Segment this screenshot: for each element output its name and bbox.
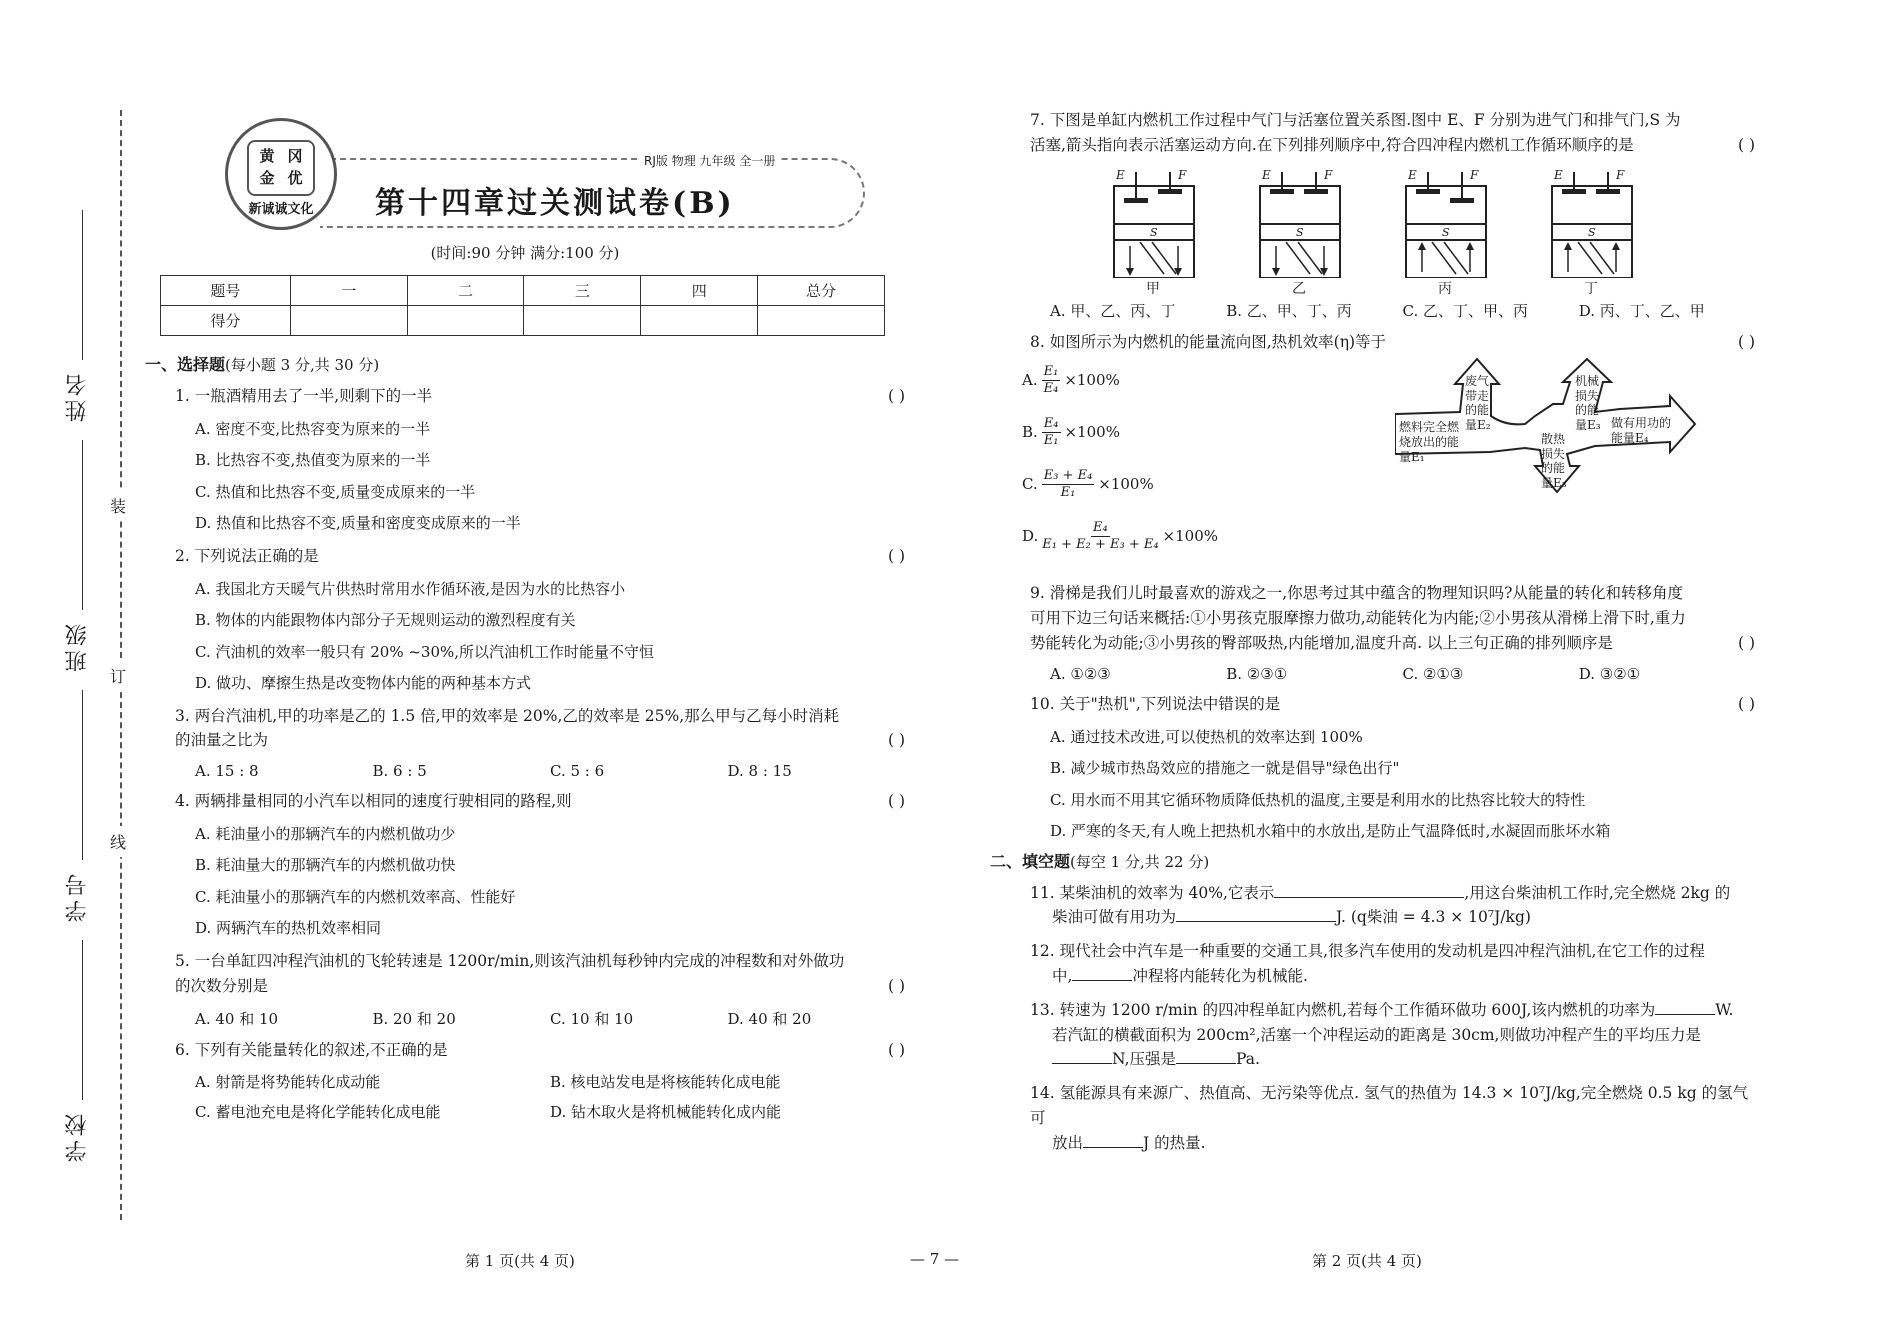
q7-option-b: B. 乙、甲、丁、丙 (1226, 301, 1352, 320)
flow-useful-label: 做有用功的能量E₄ (1611, 416, 1672, 446)
publisher-name: 新诚诚文化 (248, 201, 314, 217)
footer-page-1: 第 1 页(共 4 页) (465, 1252, 575, 1270)
class-write-line (82, 440, 83, 610)
score-cell[interactable] (524, 306, 641, 336)
q13-blank-2[interactable] (1052, 1048, 1112, 1064)
q11-blank-2[interactable] (1176, 906, 1336, 922)
engine-diagram-bing: E F S 丙 (1402, 168, 1490, 278)
q9-options (1050, 665, 1755, 683)
edition-label: RJ版 物理 九年级 全一册 (640, 152, 779, 169)
q6-option-d: D. 钻木取火是将机械能转化成内能 (550, 1103, 782, 1122)
question-13: 13. 转速为 1200 r/min 的四冲程单缸内燃机,若每个工作循环做功 600J,该内燃机的功率为 W. 若汽缸的横截面积为 200cm²,活塞一个冲程运动的距离是 30cm,则做功冲程产生的平均压力是 N,压强是 Pa. (1030, 1000, 1734, 1069)
q10-option-b: B. 减少城市热岛效应的措施之一就是倡导"绿色出行" (1050, 759, 1400, 778)
student-id-write-line (82, 690, 83, 860)
engine-label-yi: 乙 (1292, 280, 1306, 297)
binding-word-ding: 订 (110, 660, 126, 691)
engine-diagram-yi: E F S 乙 (1256, 168, 1344, 278)
binding-word-xian: 线 (110, 826, 126, 857)
q3-option-a: A. 15 : 8 (195, 762, 259, 781)
q3-option-c: C. 5 : 6 (550, 762, 605, 781)
q4-option-c: C. 耗油量小的那辆汽车的内燃机效率高、性能好 (195, 887, 516, 906)
q13-blank-1[interactable] (1655, 999, 1715, 1015)
exam-title: 第十四章过关测试卷(B) (375, 186, 735, 221)
q3-options (195, 762, 905, 780)
name-write-line (82, 210, 83, 360)
score-cell[interactable] (641, 306, 758, 336)
question-5: 5. 一台单缸四冲程汽油机的飞轮转速是 1200r/min,则该汽油机每秒钟内完成的冲程数和对外做功的次数分别是 ( ) (175, 951, 905, 995)
engine-label-jia: 甲 (1146, 280, 1160, 297)
q3-option-b: B. 6 : 5 (372, 762, 427, 781)
school-label: 学校 (65, 1110, 90, 1162)
q7-option-a: A. 甲、乙、丙、丁 (1050, 301, 1176, 320)
section-1-title: 一、选择题(每小题 3 分,共 30 分) (145, 355, 380, 374)
class-label: 班级 (65, 620, 90, 672)
page-1 (145, 100, 905, 1122)
question-4: 4. 两辆排量相同的小汽车以相同的速度行驶相同的路程,则 ( ) (175, 792, 905, 811)
question-7: 7. 下图是单缸内燃机工作过程中气门与活塞位置关系图.图中 E、F 分别为进气门和排气门,S 为活塞,箭头指向表示活塞运动方向.在下列排列顺序中,符合四冲程内燃机工作循环顺序的是 ( ) (1030, 111, 1755, 154)
q10-option-c: C. 用水而不用其它循环物质降低热机的温度,主要是利用水的比热容比较大的特性 (1050, 790, 1586, 809)
question-12: 12. 现代社会中汽车是一种重要的交通工具,很多汽车使用的发动机是四冲程汽油机,在它工作的过程 中, 冲程将内能转化为机械能. (1030, 942, 1705, 985)
q13-blank-3[interactable] (1176, 1048, 1236, 1064)
q8-option-b: B. $\frac{\text{E₄}}{\text{E₁}}$ ×100% (1022, 416, 1120, 448)
footer-center: — 7 — (910, 1250, 960, 1268)
q9-option-a: A. ①②③ (1050, 664, 1111, 683)
q4-option-b: B. 耗油量大的那辆汽车的内燃机做功快 (195, 856, 456, 875)
score-table-header-row: 题号 一 二 三 四 总分 (161, 276, 885, 306)
footer-page-2: 第 2 页(共 4 页) (1312, 1252, 1422, 1270)
q1-option-d: D. 热值和比热容不变,质量和密度变成原来的一半 (195, 514, 521, 533)
q2-option-c: C. 汽油机的效率一般只有 20% ~30%,所以汽油机工作时能量不守恒 (195, 642, 655, 661)
name-label: 姓名 (65, 370, 90, 422)
q7-option-d: D. 丙、丁、乙、甲 (1578, 301, 1705, 320)
q8-option-d: D. $\frac{\text{E₄}}{\text{E₁ + E₂ + E₃ + E₄}}$ ×100% (1022, 520, 1218, 552)
q12-blank-1[interactable] (1072, 965, 1132, 981)
q2-option-a: A. 我国北方天暖气片供热时常用水作循环液,是因为水的比热容小 (195, 579, 626, 598)
time-info: (时间:90 分钟 满分:100 分) (430, 244, 620, 262)
section-2-title: 二、填空题(每空 1 分,共 22 分) (990, 851, 1210, 871)
engine-diagrams (1110, 167, 1755, 297)
publisher-seal (225, 118, 337, 230)
question-6: 6. 下列有关能量转化的叙述,不正确的是 ( ) (175, 1040, 905, 1059)
q9-option-d: D. ③②① (1578, 664, 1641, 683)
energy-flow-diagram (1395, 354, 1755, 519)
flow-exhaust-label: 废气带走的能量E₂ (1465, 374, 1491, 432)
binding-word-zhuang: 装 (110, 490, 126, 521)
school-write-line (82, 940, 83, 1100)
q4-option-d: D. 两辆汽车的热机效率相同 (195, 919, 382, 938)
question-3: 3. 两台汽油机,甲的功率是乙的 1.5 倍,甲的效率是 20%,乙的效率是 25%,那么甲与乙每小时消耗的油量之比为 ( ) (175, 706, 905, 750)
score-table-score-row: 得分 (161, 306, 885, 336)
q6-option-c: C. 蓄电池充电是将化学能转化成电能 (195, 1103, 441, 1122)
score-cell[interactable] (758, 306, 885, 336)
q9-option-c: C. ②①③ (1402, 664, 1464, 683)
q5-option-a: A. 40 和 10 (195, 1009, 279, 1028)
score-cell[interactable] (407, 306, 524, 336)
question-14: 14. 氢能源具有来源广、热值高、无污染等优点. 氢气的热值为 14.3 × 10⁷J/kg,完全燃烧 0.5 kg 的氢气可 放出 J 的热量. (1030, 1084, 1749, 1152)
seal-chars: 黄 冈 金 优 (247, 140, 315, 196)
q10-option-d: D. 严寒的冬天,有人晚上把热机水箱中的水放出,是防止气温降低时,水凝固而胀坏水箱 (1050, 822, 1611, 841)
q3-option-d: D. 8 : 15 (727, 762, 792, 781)
q1-option-b: B. 比热容不变,热值变为原来的一半 (195, 451, 431, 470)
q14-blank-1[interactable] (1083, 1132, 1143, 1148)
q7-options (1050, 300, 1755, 321)
q1-option-a: A. 密度不变,比热容变为原来的一半 (195, 419, 431, 438)
flow-mech-loss-label: 机械损失的能量E₃ (1575, 374, 1601, 432)
page-2 (990, 100, 1755, 1156)
binding-strip (0, 0, 150, 1326)
exam-header (145, 100, 905, 240)
score-table (160, 275, 885, 336)
q4-option-a: A. 耗油量小的那辆汽车的内燃机做功少 (195, 824, 456, 843)
q8-option-c: C. $\frac{\text{E₃ + E₄}}{\text{E₁}}$ ×100% (1022, 468, 1154, 500)
q10-option-a: A. 通过技术改进,可以使热机的效率达到 100% (1050, 727, 1363, 746)
score-cell[interactable] (290, 306, 407, 336)
q1-option-c: C. 热值和比热容不变,质量变成原来的一半 (195, 482, 476, 501)
question-9: 9. 滑梯是我们儿时最喜欢的游戏之一,你思考过其中蕴含的物理知识吗?从能量的转化和转移角度可用下边三句话来概括:①小男孩克服摩擦力做功,动能转化为内能;②小男孩从滑梯上滑下时,重力势能转化为动能;③小男孩的臀部吸热,内能增加,温度升高. 以上三句正确的排列顺序是 ( ) (1030, 584, 1755, 652)
q5-option-d: D. 40 和 20 (727, 1009, 812, 1028)
engine-diagram-jia: E F S 甲 (1110, 168, 1198, 278)
q8-option-a: A. $\frac{\text{E₁}}{\text{E₄}}$ ×100% (1022, 364, 1120, 396)
question-11: 11. 某柴油机的效率为 40%,它表示 ,用这台柴油机工作时,完全燃烧 2kg 的 柴油可做有用功为 J. (q柴油 = 4.3 × 10⁷J/kg) (1030, 883, 1731, 927)
question-8: 8. 如图所示为内燃机的能量流向图,热机效率(η)等于 ( ) (1030, 332, 1755, 351)
q6-options-row2 (195, 1101, 905, 1122)
q6-option-b: B. 核电站发电是将核能转化成电能 (550, 1073, 781, 1092)
q8-body (1000, 354, 1755, 572)
student-id-label: 学号 (65, 870, 90, 922)
question-10: 10. 关于"热机",下列说法中错误的是 ( ) (1030, 694, 1755, 713)
q6-options-row1 (195, 1071, 905, 1092)
flow-heat-loss-label: 散热损失的能量E₃ (1541, 432, 1567, 490)
engine-label-ding: 丁 (1584, 280, 1598, 297)
flow-input-label: 燃料完全燃烧放出的能量E₁ (1399, 420, 1460, 465)
q11-blank-1[interactable] (1274, 882, 1464, 898)
q2-option-b: B. 物体的内能跟物体内部分子无规则运动的激烈程度有关 (195, 611, 576, 630)
q5-option-b: B. 20 和 20 (372, 1009, 456, 1028)
q5-option-c: C. 10 和 10 (550, 1009, 634, 1028)
q9-option-b: B. ②③① (1226, 664, 1288, 683)
engine-label-bing: 丙 (1438, 280, 1452, 297)
q6-option-a: A. 射箭是将势能转化成动能 (195, 1073, 381, 1092)
q5-options (195, 1008, 905, 1029)
question-1: 1. 一瓶酒精用去了一半,则剩下的一半 ( ) (175, 387, 905, 405)
engine-diagram-ding: E F S 丁 (1548, 168, 1636, 278)
question-2: 2. 下列说法正确的是 ( ) (175, 546, 905, 565)
q2-option-d: D. 做功、摩擦生热是改变物体内能的两种基本方式 (195, 674, 532, 693)
q7-option-c: C. 乙、丁、甲、丙 (1402, 301, 1528, 320)
